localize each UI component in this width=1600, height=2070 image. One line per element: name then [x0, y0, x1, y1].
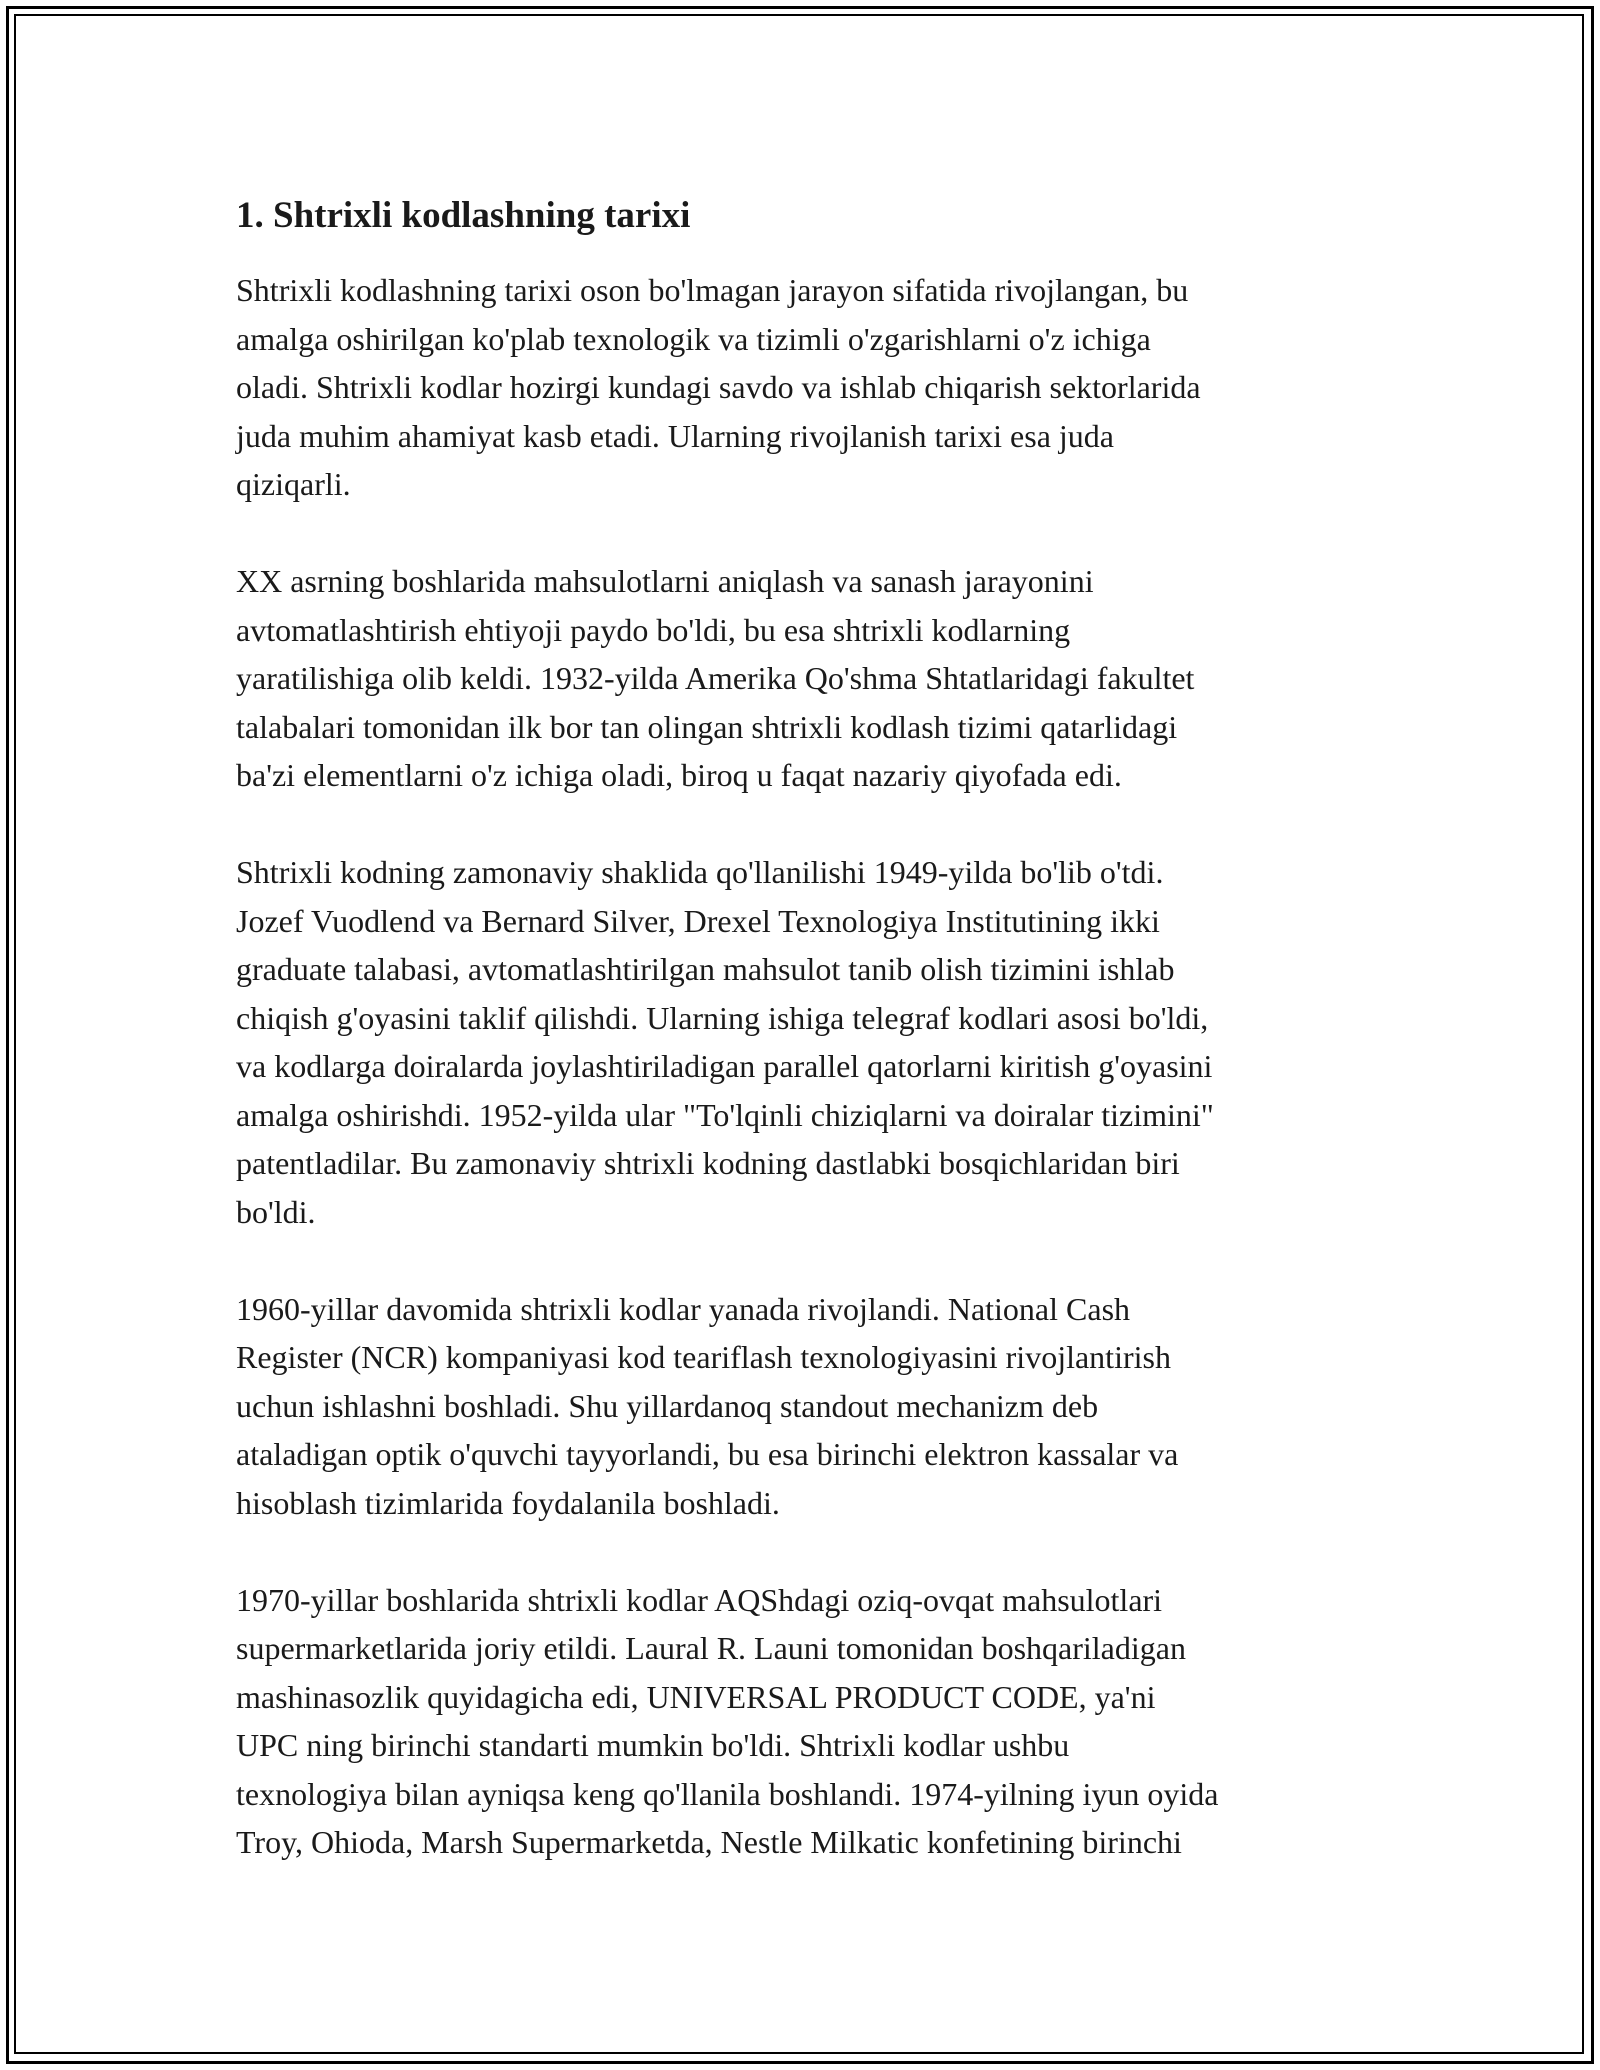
section-heading: 1. Shtrixli kodlashning tarixi: [236, 195, 691, 236]
paragraph-1: Shtrixli kodlashning tarixi oson bo'lmagan jarayon sifatida rivojlangan, bu amalga oshirilgan ko'plab texnologik va tizimli o'zgarishlarni o'z ichiga oladi. Shtrixli kodlar hozirgi kundagi savdo va ishlab chiqarish sektorlarida juda muhim ahamiyat kasb etadi. Ularning rivojlanish tarixi esa juda qiziqarli.: [236, 272, 1201, 503]
paragraph-5: 1970-yillar boshlarida shtrixli kodlar AQShdagi oziq-ovqat mahsulotlari supermarketlarida joriy etildi. Laural R. Launi tomonidan boshqariladigan mashinasozlik quyidagicha edi, UNIVERSAL PRODUCT CODE, ya'ni UPC ning birinchi standarti mumkin bo'ldi. Shtrixli kodlar ushbu texnologiya bilan ayniqsa keng qo'llanila boshlandi. 1974-yilning iyun oyida Troy, Ohioda, Marsh Supermarketda, Nestle Milkatic konfetining birinchi: [236, 1581, 1219, 1861]
paragraph-4: 1960-yillar davomida shtrixli kodlar yanada rivojlandi. National Cash Register (NCR) kompaniyasi kod teariflash texnologiyasini rivojlantirish uchun ishlashni boshladi. Shu yillardanoq standout mechanizm deb ataladigan optik o'quvchi tayyorlandi, bu esa birinchi elektron kassalar va hisoblash tizimlarida foydalanila boshladi.: [236, 1290, 1179, 1521]
paragraph-2: XX asrning boshlarida mahsulotlarni aniqlash va sanash jarayonini avtomatlashtirish ehtiyoji paydo bo'ldi, bu esa shtrixli kodlarning yaratilishiga olib keldi. 1932-yilda Amerika Qo'shma Shtatlaridagi fakultet talabalari tomonidan ilk bor tan olingan shtrixli kodlash tizimi qatarlidagi ba'zi elementlarni o'z ichiga oladi, biroq u faqat nazariy qiyofada edi.: [236, 563, 1195, 794]
paragraph-3: Shtrixli kodning zamonaviy shaklida qo'llanilishi 1949-yilda bo'lib o'tdi. Jozef Vuodlend va Bernard Silver, Drexel Texnologiya Institutining ikki graduate talabasi, avtomatlashtirilgan mahsulot tanib olish tizimini ishlab chiqish g'oyasini taklif qilishdi. Ularning ishiga telegraf kodlari asosi bo'ldi, va kodlarga doiralarda joylashtiriladigan parallel qatorlarni kiritish g'oyasini amalga oshirishdi. 1952-yilda ular "To'lqinli chiziqlarni va doiralar tizimini" patentladilar. Bu zamonaviy shtrixli kodning dastlabki bosqichlaridan biri bo'ldi.: [236, 854, 1214, 1230]
document-body: [236, 180, 1396, 1915]
